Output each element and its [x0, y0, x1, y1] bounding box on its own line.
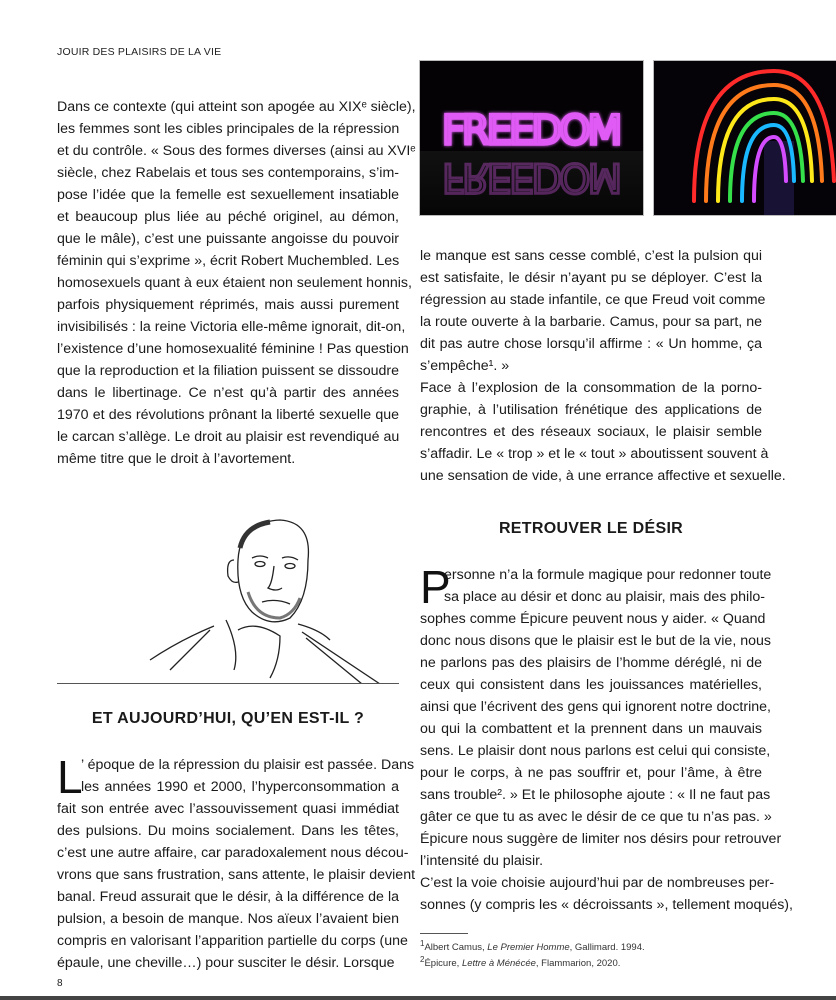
text-line: 1970 et des révolutions prônant la liberté sexuelle que: [57, 407, 399, 423]
text-line: compris en valorisant l’apparition partielle du corps (une: [57, 933, 408, 949]
text-line: sonnes (y compris les « décroissants », tellement moqués),: [420, 897, 793, 913]
running-head: JOUIR DES PLAISIRS DE LA VIE: [57, 46, 222, 58]
man-portrait-sketch: [130, 500, 400, 684]
dropcap-p: P: [420, 561, 451, 613]
text-line: sophes comme Épicure peuvent nous y aider. « Quand: [420, 611, 766, 627]
page-number: 8: [57, 978, 63, 989]
text-line: donc nous disons que le plaisir est le but de la vie, nous: [420, 633, 771, 649]
rainbow-neon-photo: [653, 60, 836, 216]
text-line: ’ époque de la répression du plaisir est passée. Dans: [81, 757, 415, 773]
text-line: la route ouverte à la barbarie. Camus, pour sa part, ne: [420, 314, 762, 330]
dropcap-l: L: [57, 751, 83, 803]
text-line: c’est une autre affaire, car paradoxalement nous décou-: [57, 845, 409, 861]
text-line: fait son entrée avec l’assouvissement quasi immédiat: [57, 801, 399, 817]
text-line: épaule, une cheville…) pour susciter le désir. Lorsque: [57, 955, 395, 971]
section-title-retrouver-le-desir: RETROUVER LE DÉSIR: [498, 520, 684, 537]
right-column-text: [420, 245, 786, 487]
text-line: ou qui la combattent et la prennent dans un mauvais: [420, 721, 762, 737]
text-line: sa place au désir et donc au plaisir, mais des philo-: [444, 589, 765, 605]
text-line: siècle, chez Rabelais et tous ses contemporains, s’im-: [57, 165, 399, 181]
text-line: banal. Freud assurait que le désir, à la différence de la: [57, 889, 399, 905]
footnotes: [420, 938, 645, 970]
text-line: est satisfaite, le désir n’ayant pu se déployer. C’est la: [420, 270, 762, 286]
bottom-edge-bar: [0, 996, 836, 1000]
neon-reflection: FREEDOM: [442, 154, 620, 200]
text-line: graphie, à l’utilisation frénétique des applications de: [420, 402, 762, 418]
footnote-divider: [420, 933, 468, 934]
footnote-1: $^1$Albert Camus, Le Premier Homme, Gallimard. 1994.: [420, 939, 645, 954]
text-line: régression au stade infantile, ce que Freud voit comme: [420, 292, 766, 308]
text-line: ne parlons pas des plaisirs de l’homme déréglé, ni de: [420, 655, 762, 671]
text-line: les années 1990 et 2000, l’hyperconsommation a: [81, 779, 399, 795]
freedom-neon-photo: [419, 60, 644, 216]
text-line: les femmes sont les cibles principales de la répression: [57, 121, 400, 137]
text-line: sans trouble². » Et le philosophe ajoute : « Il ne faut pas: [420, 787, 771, 803]
text-line: sens. Le plaisir dont nous parlons est celui qui consiste,: [420, 743, 771, 759]
text-line: dit pas autre chose lorsqu’il affirme : « Un homme, ça: [420, 336, 762, 352]
text-line: pulsion, a besoin de manque. Nos aïeux l’avaient bien: [57, 911, 399, 927]
text-line: Face à l’explosion de la consommation de la porno-: [420, 380, 762, 396]
rainbow-neon-sign: [654, 61, 836, 215]
text-line: même titre que le droit à l’avortement.: [57, 451, 296, 467]
text-line: s’empêche¹. »: [420, 358, 510, 374]
section-retrouver-text: [420, 561, 793, 916]
text-line: invisibilisés : la reine Victoria elle-même ignorait, dit-on,: [57, 319, 406, 335]
text-line: l’existence d’une homosexualité féminine ! Pas question: [57, 341, 409, 357]
text-line: une sensation de vide, à une errance affective et sexuelle.: [420, 468, 786, 484]
portrait-illustration: [130, 500, 400, 684]
text-line: Épicure nous suggère de limiter nos désirs pour retrouver: [420, 831, 782, 847]
text-line: s’affadir. Le « trop » et le « tout » aboutissent souvent à: [420, 446, 769, 462]
text-line: des pulsions. Du moins socialement. Dans les têtes,: [57, 823, 399, 839]
left-column-text: [57, 96, 416, 470]
text-line: le carcan s’allège. Le droit au plaisir est revendiqué au: [57, 429, 400, 445]
text-line: C’est la voie choisie aujourd’hui par de nombreuses per-: [420, 875, 775, 891]
text-line: ersonne n’a la formule magique pour redonner toute: [444, 567, 772, 583]
text-line: et beaucoup plus liée au péché originel, au démon,: [57, 209, 399, 225]
text-line: gâter ce que tu as avec le désir de ce que tu n’as pas. »: [420, 809, 772, 825]
text-line: vrons que sans frustration, sans attente, le plaisir devient: [57, 867, 416, 883]
text-line: dans le libertinage. Ce n’est qu’à partir des années: [57, 385, 399, 401]
text-line: l’intensité du plaisir.: [420, 853, 544, 869]
text-line: ceux qui consistent dans les jouissances matérielles,: [420, 677, 762, 693]
text-line: le manque est sans cesse comblé, c’est la pulsion qui: [420, 248, 762, 264]
text-line: ainsi que l’écrivent des gens qui ignorent notre doctrine,: [420, 699, 771, 715]
section-divider: [57, 683, 399, 684]
text-line: que la reproduction et la filiation puissent se dissoudre: [57, 363, 399, 379]
text-line: et du contrôle. « Sous des formes diverses (ainsi au XVIᵉ: [57, 143, 416, 159]
text-line: rencontres et des réseaux sociaux, le plaisir semble: [420, 424, 762, 440]
freedom-neon-sign: [420, 61, 643, 215]
text-line: féminin qui s’exprime », écrit Robert Muchembled. Les: [57, 253, 400, 269]
text-line: homosexuels quant à eux étaient non seulement honnis,: [57, 275, 412, 291]
section-title-aujourdhui: ET AUJOURD’HUI, QU’EN EST-IL ?: [91, 710, 365, 727]
footnote-2: $^2$Épicure, Lettre à Ménécée, Flammarion, 2020.: [420, 955, 621, 970]
neon-text: FREEDOM: [442, 108, 620, 154]
section-aujourdhui-text: [57, 751, 416, 974]
text-line: Dans ce contexte (qui atteint son apogée au XIXᵉ siècle),: [57, 99, 416, 115]
text-line: pose l’idée que la femelle est sexuellement insatiable: [57, 187, 399, 203]
text-line: que le mâle), c’est une puissante angoisse du pouvoir: [57, 231, 399, 247]
text-line: pour le corps, à ne pas souffrir et, pour l’âme, à être: [420, 765, 762, 781]
text-line: parfois physiquement réprimés, mais aussi purement: [57, 297, 399, 313]
